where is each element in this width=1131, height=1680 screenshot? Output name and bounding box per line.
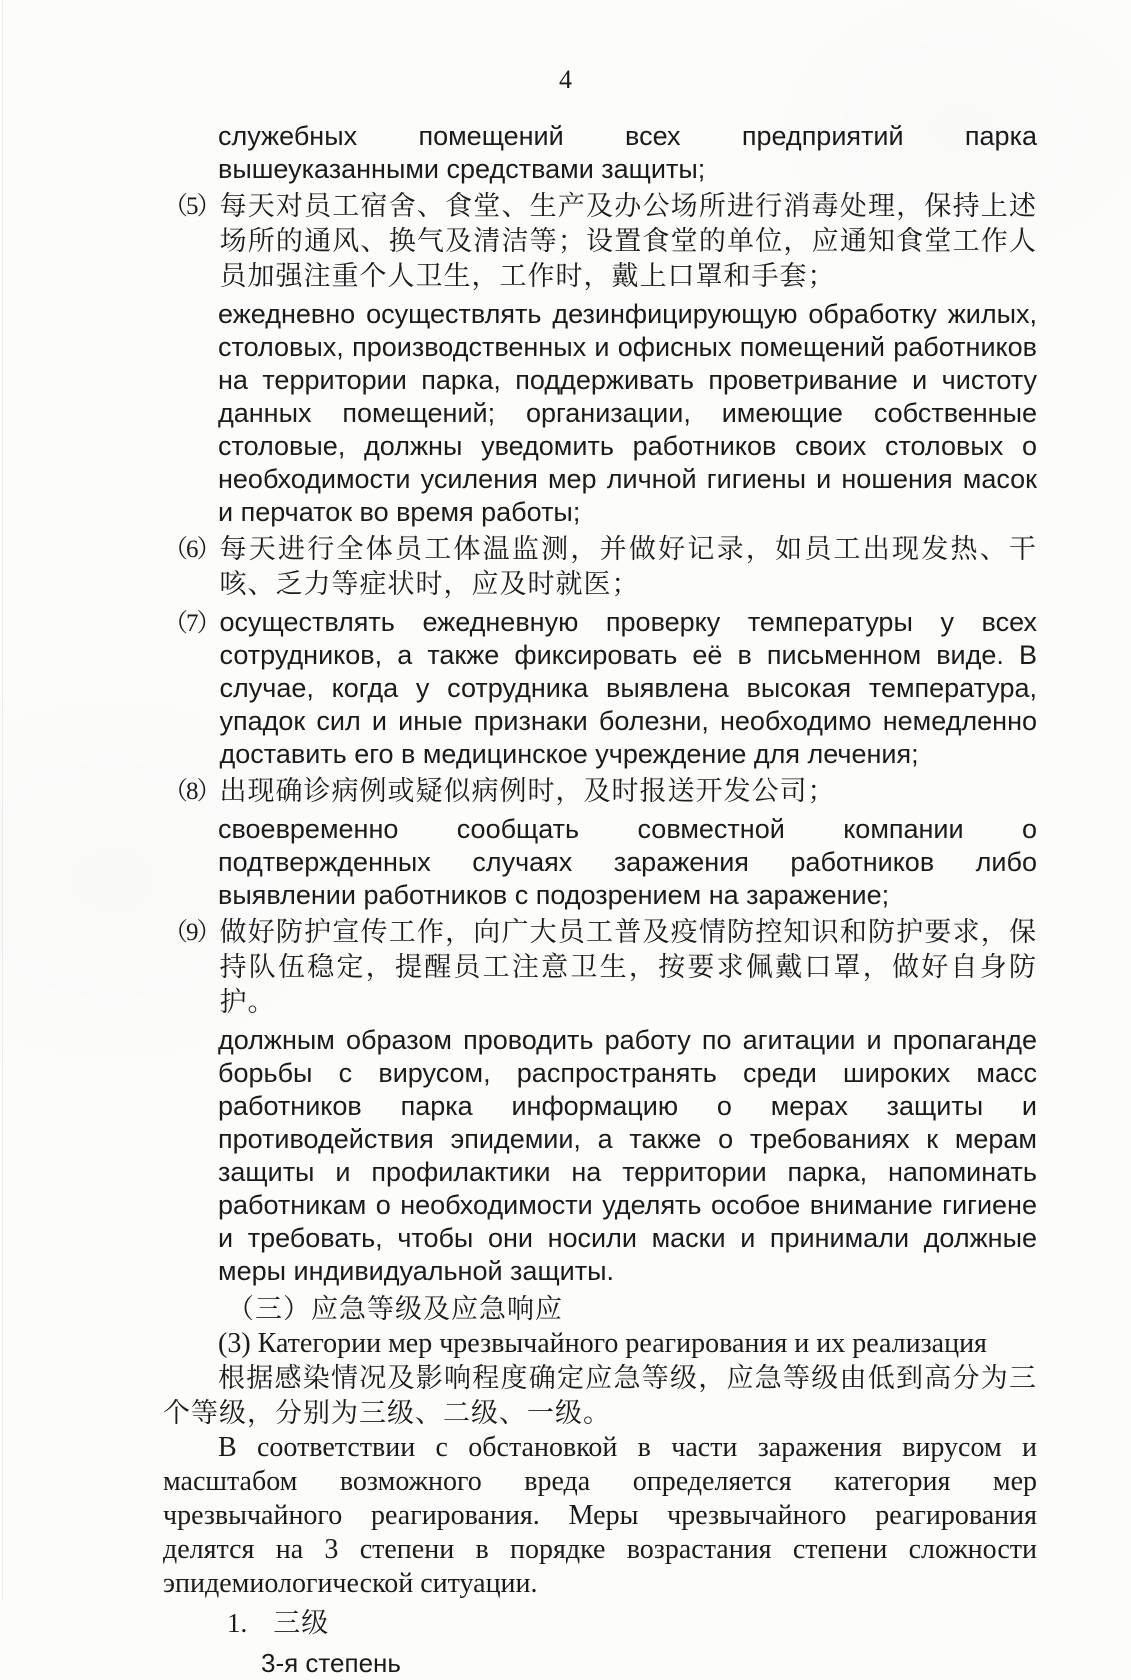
- list-item-9-marker: （9）: [163, 919, 220, 946]
- list-item-7-text: осуществлять ежедневную проверку температуры у всех сотрудников, а также фиксировать её в письменном виде. В случае, когда у сотрудника выявлена высокая температура, упадок сил и иные признаки болезни, необходимо немедленно доставить его в медицинское учреждение для лечения;: [219, 607, 1037, 769]
- paragraph-zh-levels: 根据感染情况及影响程度确定应急等级，应急等级由低到高分为三个等级，分别为三级、二级、一级。: [163, 1363, 1037, 1428]
- paragraph-ru-item-8: своевременно сообщать совместной компании о подтвержденных случаях заражения работников либо выявлении работников с подозрением на заражение;: [218, 814, 1037, 910]
- numbered-line-marker: 1.: [227, 1608, 248, 1638]
- list-item-7-marker: （7）: [163, 610, 220, 637]
- list-item-9: [163, 915, 1037, 1020]
- numbered-line-text: 三级: [273, 1608, 330, 1638]
- list-item-5-marker: （5）: [163, 193, 220, 220]
- list-item-6-marker: （6）: [163, 536, 220, 563]
- list-item-8-text: 出现确诊病例或疑似病例时，及时报送开发公司；: [219, 776, 836, 806]
- numbered-line-zh: [163, 1606, 1037, 1641]
- list-item-6-text: 每天进行全体员工体温监测，并做好记录，如员工出现发热、干咳、乏力等症状时，应及时就医；: [219, 534, 1037, 599]
- section-heading-ru: (3) Категории мер чрезвычайного реагирования и их реализация: [218, 1328, 987, 1359]
- paragraph-ru-item-5: ежедневно осуществлять дезинфицирующую обработку жилых, столовых, производственных и офисных помещений работников на территории парка, поддерживать проветривание и чистоту данных помещений; организации, имеющие собственные столовые, должны уведомить работников своих столовых о необходимости усиления мер личной гигиены и ношения масок и перчаток во время работы;: [218, 299, 1037, 527]
- paragraph-ru-levels: В соответствии с обстановкой в части заражения вирусом и масштабом возможного вреда определяется категория мер чрезвычайного реагирования. Меры чрезвычайного реагирования делятся на 3 степени в порядке возрастания степени сложности эпидемиологической ситуации.: [163, 1432, 1037, 1599]
- list-item-8-marker: （8）: [163, 778, 220, 805]
- list-item-5: [163, 189, 1037, 294]
- page-number: 4: [559, 65, 572, 94]
- list-item-8: [163, 774, 1037, 809]
- list-item-6: [163, 532, 1037, 602]
- step-label-ru: 3-я степень: [261, 1648, 401, 1678]
- paragraph-ru-item-9: должным образом проводить работу по агитации и пропаганде борьбы с вирусом, распространять среди широких масс работников парка информацию о мерах защиты и противодействия эпидемии, а также о требованиях к мерам защиты и профилактики на территории парка, напоминать работникам о необходимости уделять особое внимание гигиене и требовать, чтобы они носили маски и принимали должные меры индивидуальной защиты.: [218, 1025, 1037, 1286]
- list-item-5-text: 每天对员工宿舍、食堂、生产及办公场所进行消毒处理，保持上述场所的通风、换气及清洁等；设置食堂的单位，应通知食堂工作人员加强注重个人卫生，工作时，戴上口罩和手套；: [219, 191, 1037, 291]
- list-item-9-text: 做好防护宣传工作，向广大员工普及疫情防控知识和防护要求，保持队伍稳定，提醒员工注意卫生，按要求佩戴口罩，做好自身防护。: [219, 917, 1037, 1017]
- list-item-7: [163, 606, 1037, 771]
- section-heading-zh: （三）应急等级及应急响应: [227, 1294, 563, 1324]
- paragraph-ru-continuation: служебных помещений всех предприятий парка вышеуказанными средствами защиты;: [218, 121, 1037, 184]
- document-body: [163, 120, 1037, 1680]
